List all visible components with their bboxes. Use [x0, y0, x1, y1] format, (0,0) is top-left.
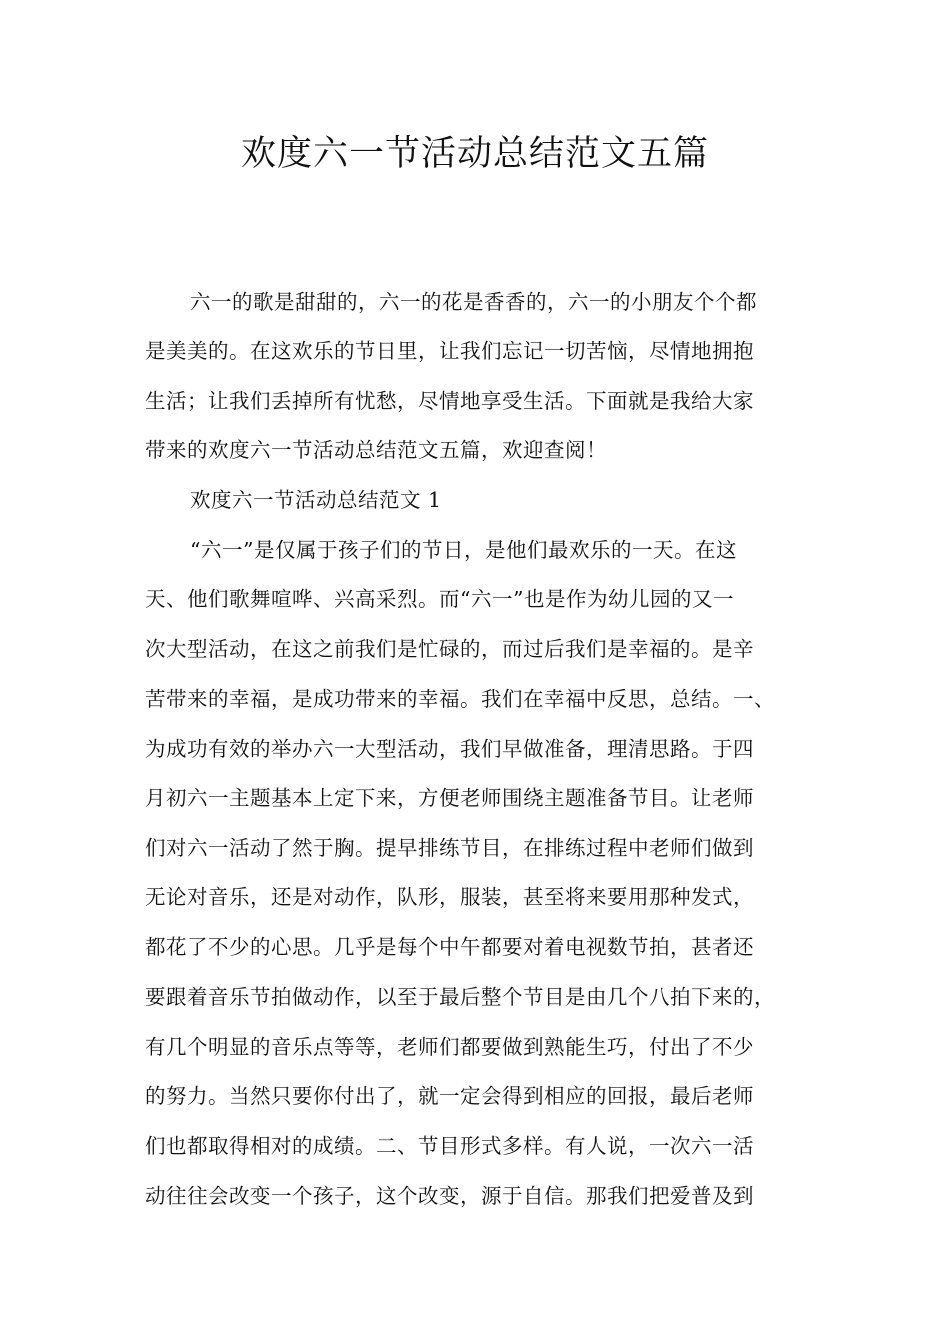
text-line: 生活；让我们丢掉所有忧愁，尽情地享受生活。下面就是我给大家: [145, 389, 754, 413]
text-line: 都花了不少的心思。几乎是每个中午都要对着电视数节拍，甚者还: [145, 935, 754, 959]
text-line: 月初六一主题基本上定下来，方便老师围绕主题准备节目。让老师: [145, 786, 754, 810]
text-line: 要跟着音乐节拍做动作，以至于最后整个节目是由几个八拍下来的，: [145, 985, 775, 1009]
text-line: 苦带来的幸福，是成功带来的幸福。我们在幸福中反思，总结。一、: [145, 687, 775, 711]
text-line: 有几个明显的音乐点等等，老师们都要做到熟能生巧，付出了不少: [145, 1035, 754, 1059]
text-line: 的努力。当然只要你付出了，就一定会得到相应的回报，最后老师: [145, 1084, 754, 1108]
text-line: 是美美的。在这欢乐的节日里，让我们忘记一切苦恼，尽情地拥抱: [145, 339, 754, 363]
text-line: 动往往会改变一个孩子，这个改变，源于自信。那我们把爱普及到: [145, 1184, 754, 1208]
text-line: 六一的歌是甜甜的，六一的花是香香的，六一的小朋友个个都: [190, 290, 757, 314]
section-heading: 欢度六一节活动总结范文 1: [190, 488, 442, 512]
text-line: 们对六一活动了然于胸。提早排练节目，在排练过程中老师们做到: [145, 836, 754, 860]
text-line: 带来的欢度六一节活动总结范文五篇，欢迎查阅！: [145, 438, 607, 462]
text-line: 次大型活动，在这之前我们是忙碌的，而过后我们是幸福的。是辛: [145, 637, 754, 661]
text-line: 为成功有效的举办六一大型活动，我们早做准备，理清思路。于四: [145, 737, 754, 761]
text-line: 无论对音乐，还是对动作，队形，服装，甚至将来要用那种发式，: [145, 885, 754, 909]
document-title: 欢度六一节活动总结范文五篇: [240, 134, 709, 174]
text-line: 们也都取得相对的成绩。二、节目形式多样。有人说，一次六一活: [145, 1134, 754, 1158]
text-line: 天、他们歌舞喧哗、兴高采烈。而“六一”也是作为幼儿园的又一: [145, 587, 734, 611]
text-line: “六一”是仅属于孩子们的节日，是他们最欢乐的一天。在这: [190, 538, 737, 562]
